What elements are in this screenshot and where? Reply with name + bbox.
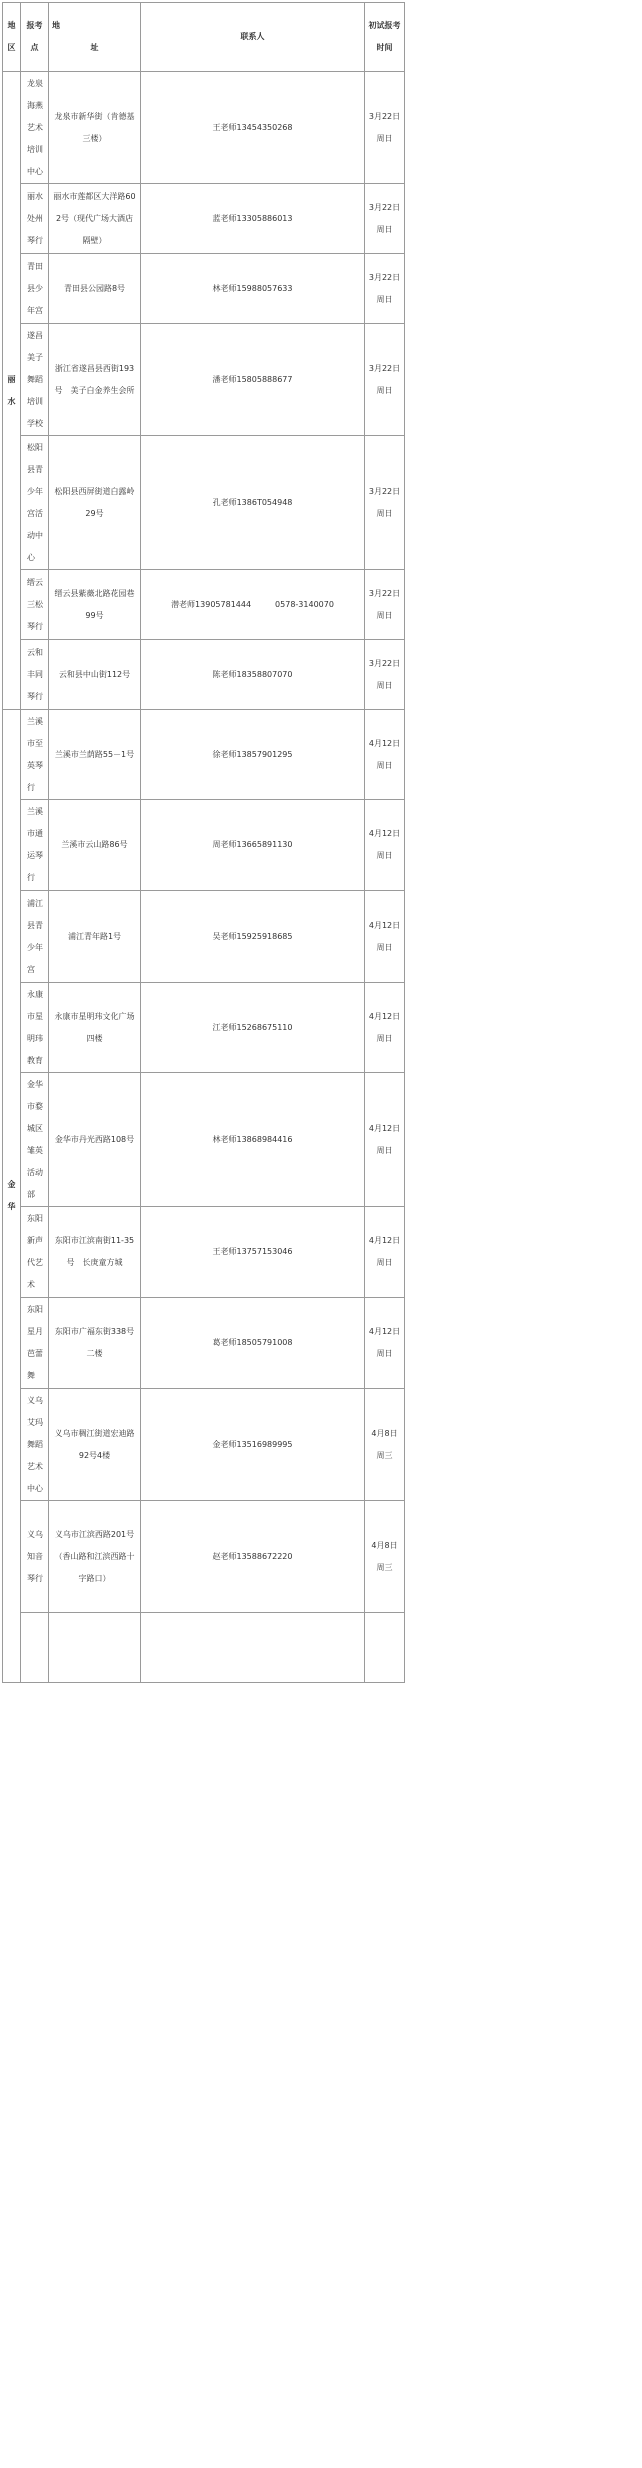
site-cell: 永康市星明玮教育 bbox=[21, 983, 49, 1073]
site-cell: 云和丰同琴行 bbox=[21, 640, 49, 710]
exam-date: 4月12日 bbox=[368, 738, 401, 748]
contact-cell: 王老师13454350268 bbox=[141, 72, 365, 184]
site-cell: 兰溪市至英琴行 bbox=[21, 710, 49, 800]
time-cell bbox=[365, 570, 405, 640]
exam-date: 4月12日 bbox=[368, 1011, 401, 1021]
region-name: 丽水 bbox=[7, 374, 16, 406]
time-cell bbox=[365, 1073, 405, 1207]
exam-date: 3月22日 bbox=[368, 658, 401, 668]
exam-weekday: 周日 bbox=[376, 1349, 393, 1358]
address-cell: 东阳市江滨南街11-35号 长庚童方城 bbox=[49, 1207, 141, 1298]
site-cell: 丽水处州琴行 bbox=[21, 184, 49, 254]
site-cell: 浦江县青少年宫 bbox=[21, 891, 49, 983]
site-cell: 义乌知音琴行 bbox=[21, 1501, 49, 1613]
address-cell: 兰溪市兰荫路55－1号 bbox=[49, 710, 141, 800]
time-cell bbox=[365, 1207, 405, 1298]
exam-date: 4月8日 bbox=[371, 1540, 398, 1550]
contact-cell: 林老师13868984416 bbox=[141, 1073, 365, 1207]
exam-weekday: 周日 bbox=[376, 133, 393, 143]
time-cell bbox=[365, 710, 405, 800]
address-cell: 丽水市莲都区大洋路602号（现代广场大酒店隔壁） bbox=[49, 184, 141, 254]
exam-date: 3月22日 bbox=[368, 363, 401, 373]
site-cell bbox=[21, 1613, 49, 1683]
exam-weekday: 周日 bbox=[376, 385, 393, 395]
contact-cell: 王老师13757153046 bbox=[141, 1207, 365, 1298]
site-cell: 兰溪市通运琴行 bbox=[21, 800, 49, 891]
table-row bbox=[3, 1613, 405, 1683]
table-row bbox=[3, 1073, 405, 1207]
table-row bbox=[3, 710, 405, 800]
contact-cell: 葛老师18505791008 bbox=[141, 1298, 365, 1389]
region-cell bbox=[3, 72, 21, 710]
contact-cell: 徐老师13857901295 bbox=[141, 710, 365, 800]
exam-date: 3月22日 bbox=[368, 486, 401, 496]
contact-cell: 林老师15988057633 bbox=[141, 254, 365, 324]
contact-cell: 金老师13516989995 bbox=[141, 1389, 365, 1501]
exam-date: 4月8日 bbox=[371, 1428, 398, 1438]
header-region: 地区 bbox=[3, 3, 21, 72]
exam-weekday: 周三 bbox=[376, 1450, 393, 1460]
exam-weekday: 周日 bbox=[376, 1145, 393, 1155]
exam-weekday: 周日 bbox=[376, 508, 393, 518]
address-cell: 云和县中山街112号 bbox=[49, 640, 141, 710]
time-cell bbox=[365, 1613, 405, 1683]
time-cell bbox=[365, 324, 405, 436]
address-cell: 青田县公园路8号 bbox=[49, 254, 141, 324]
table-row bbox=[3, 324, 405, 436]
table-row bbox=[3, 1207, 405, 1298]
table-row bbox=[3, 1501, 405, 1613]
time-cell bbox=[365, 800, 405, 891]
table-row bbox=[3, 640, 405, 710]
exam-date: 4月12日 bbox=[368, 1327, 401, 1336]
site-cell: 义乌艾玛舞蹈艺术中心 bbox=[21, 1389, 49, 1501]
exam-date: 4月12日 bbox=[368, 1123, 401, 1133]
header-address bbox=[49, 3, 141, 72]
address-cell: 东阳市广福东街338号二楼 bbox=[49, 1298, 141, 1389]
table-row bbox=[3, 254, 405, 324]
header-address-line2: 址 bbox=[90, 43, 99, 52]
exam-weekday: 周日 bbox=[376, 224, 393, 234]
address-cell: 松阳县西屏街道白露岭29号 bbox=[49, 436, 141, 570]
table-row bbox=[3, 891, 405, 983]
table-row bbox=[3, 570, 405, 640]
time-cell bbox=[365, 436, 405, 570]
table-row bbox=[3, 436, 405, 570]
table-row bbox=[3, 1298, 405, 1389]
exam-date: 3月22日 bbox=[368, 588, 401, 598]
address-cell: 永康市星明玮文化广场四楼 bbox=[49, 983, 141, 1073]
site-cell: 松阳县青少年宫活动中心 bbox=[21, 436, 49, 570]
time-cell bbox=[365, 1298, 405, 1389]
contact-cell: 潘老师15805888677 bbox=[141, 324, 365, 436]
time-cell bbox=[365, 184, 405, 254]
address-cell: 金华市丹光西路108号 bbox=[49, 1073, 141, 1207]
contact-cell: 潜老师13905781444 0578-3140070 bbox=[141, 570, 365, 640]
table-row bbox=[3, 184, 405, 254]
contact-cell: 孔老师1386T054948 bbox=[141, 436, 365, 570]
site-cell: 金华市婺城区雏英活动部 bbox=[21, 1073, 49, 1207]
table-row bbox=[3, 72, 405, 184]
exam-weekday: 周日 bbox=[376, 851, 393, 860]
site-cell: 东阳新声代艺术 bbox=[21, 1207, 49, 1298]
exam-date: 3月22日 bbox=[368, 202, 401, 212]
exam-date: 4月12日 bbox=[368, 1236, 401, 1245]
exam-weekday: 周日 bbox=[376, 294, 393, 304]
site-cell: 青田县少年宫 bbox=[21, 254, 49, 324]
exam-weekday: 周日 bbox=[376, 1033, 393, 1043]
region-name: 金华 bbox=[7, 1180, 16, 1211]
time-cell bbox=[365, 72, 405, 184]
exam-weekday: 周日 bbox=[376, 760, 393, 770]
contact-cell: 赵老师13588672220 bbox=[141, 1501, 365, 1613]
address-cell: 浦江青年路1号 bbox=[49, 891, 141, 983]
address-cell bbox=[49, 1613, 141, 1683]
site-cell: 遂昌美子舞蹈培训学校 bbox=[21, 324, 49, 436]
header-contact: 联系人 bbox=[141, 3, 365, 72]
contact-cell: 蓝老师13305886013 bbox=[141, 184, 365, 254]
header-site: 报考点 bbox=[21, 3, 49, 72]
address-cell: 义乌市江滨西路201号（香山路和江滨西路十字路口） bbox=[49, 1501, 141, 1613]
contact-cell: 周老师13665891130 bbox=[141, 800, 365, 891]
address-cell: 缙云县紫薇北路花园巷99号 bbox=[49, 570, 141, 640]
exam-weekday: 周日 bbox=[376, 942, 393, 952]
exam-weekday: 周日 bbox=[376, 680, 393, 690]
table-row bbox=[3, 800, 405, 891]
time-cell bbox=[365, 891, 405, 983]
exam-date: 3月22日 bbox=[368, 272, 401, 282]
address-cell: 义乌市稠江街道宏迪路92号4楼 bbox=[49, 1389, 141, 1501]
time-cell bbox=[365, 1501, 405, 1613]
site-cell: 缙云三松琴行 bbox=[21, 570, 49, 640]
site-cell: 龙泉海燕艺术培训中心 bbox=[21, 72, 49, 184]
exam-weekday: 周三 bbox=[376, 1562, 393, 1572]
exam-sites-table bbox=[2, 2, 405, 1683]
address-cell: 兰溪市云山路86号 bbox=[49, 800, 141, 891]
site-cell: 东阳星月芭蕾舞 bbox=[21, 1298, 49, 1389]
time-cell bbox=[365, 640, 405, 710]
address-cell: 龙泉市新华街（肯德基三楼） bbox=[49, 72, 141, 184]
table-row bbox=[3, 983, 405, 1073]
exam-date: 3月22日 bbox=[368, 111, 401, 121]
header-address-line1: 地 bbox=[52, 21, 60, 30]
table-row bbox=[3, 1389, 405, 1501]
contact-cell: 江老师15268675110 bbox=[141, 983, 365, 1073]
time-cell bbox=[365, 1389, 405, 1501]
exam-date: 4月12日 bbox=[368, 829, 401, 838]
region-cell bbox=[3, 710, 21, 1683]
contact-cell: 陈老师18358807070 bbox=[141, 640, 365, 710]
address-cell: 浙江省遂昌县西街193号 美子白金养生会所 bbox=[49, 324, 141, 436]
table-body bbox=[3, 72, 405, 1683]
contact-cell bbox=[141, 1613, 365, 1683]
exam-weekday: 周日 bbox=[376, 610, 393, 620]
header-time: 初试报考时间 bbox=[365, 3, 405, 72]
exam-date: 4月12日 bbox=[368, 920, 401, 930]
header-row bbox=[3, 3, 405, 72]
time-cell bbox=[365, 983, 405, 1073]
exam-weekday: 周日 bbox=[376, 1258, 393, 1267]
contact-cell: 吴老师15925918685 bbox=[141, 891, 365, 983]
time-cell bbox=[365, 254, 405, 324]
